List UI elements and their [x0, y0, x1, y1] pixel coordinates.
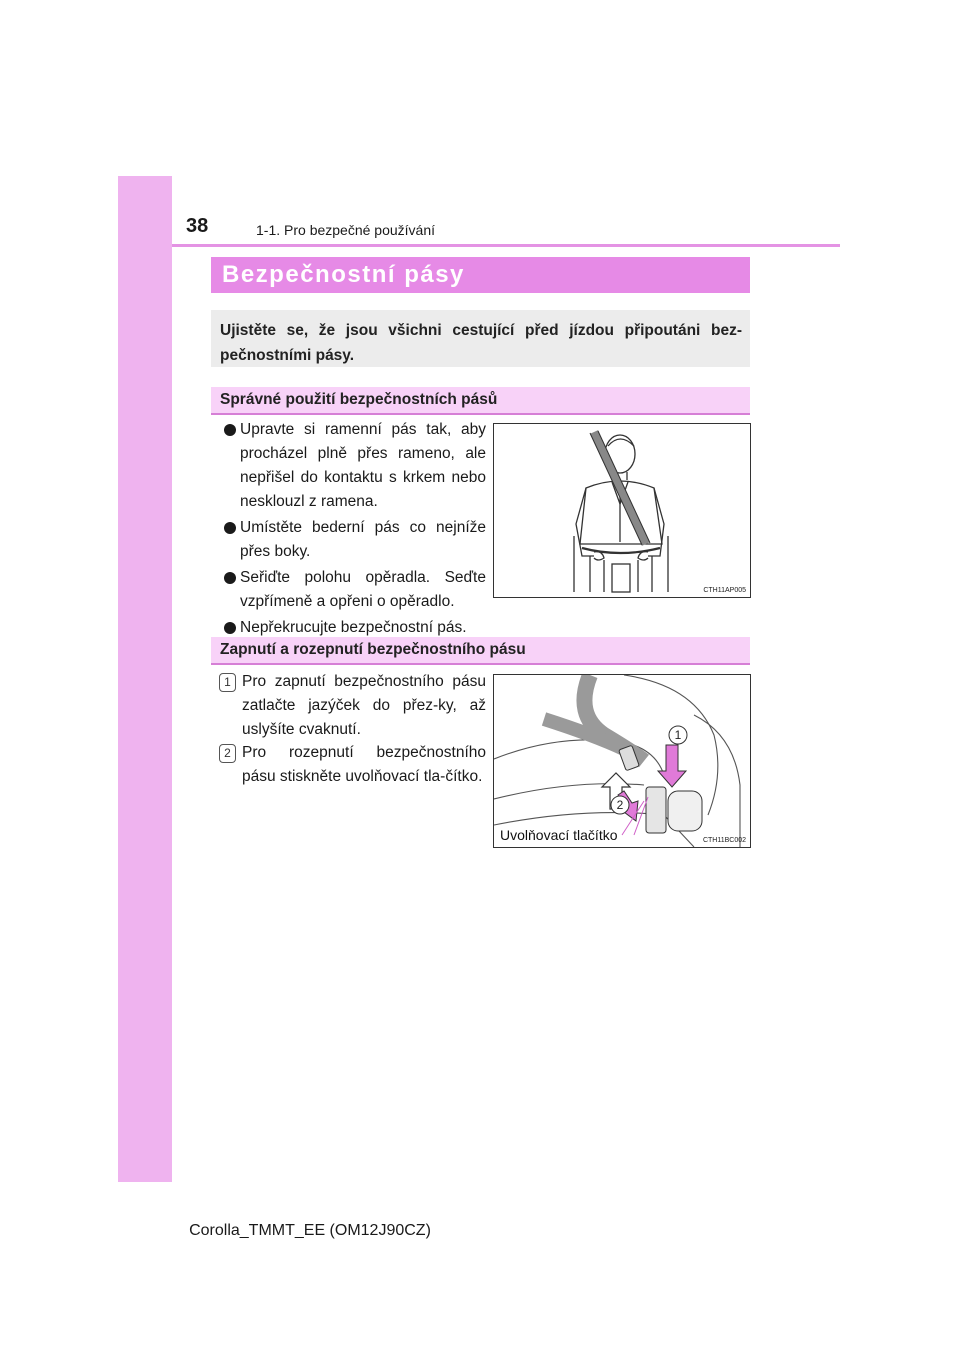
- subheading-correct-use-text: Správné použití bezpečnostních pásů: [220, 391, 498, 408]
- bullet-text: Upravte si ramenní pás tak, aby procházel plně přes rameno, ale nepřišel do kontaktu s krkem nebo nesklouzl z ramena.: [240, 421, 486, 510]
- buckle-illustration: [494, 675, 750, 847]
- bullet-dot-icon: [224, 522, 236, 534]
- step-number: 2: [219, 744, 236, 763]
- bullet-text: Umístěte bederní pás co nejníže přes boky.: [240, 519, 486, 560]
- step-text: Pro zapnutí bezpečnostního pásu zatlačte jazýček do přez-ky, až uslyšíte cvaknutí.: [242, 673, 486, 738]
- step-text: Pro rozepnutí bezpečnostního pásu stiskněte uvolňovací tla-čítko.: [242, 744, 486, 785]
- footer: Corolla_TMMT_EE (OM12J90CZ): [189, 1222, 431, 1239]
- bullet-dot-icon: [224, 572, 236, 584]
- bullet-list: [214, 418, 486, 642]
- bullet-dot-icon: [224, 622, 236, 634]
- intro-text: Ujistěte se, že jsou všichni cestující před jízdou připoutáni bez-pečnostními pásy.: [220, 322, 742, 364]
- bullet-item: [214, 418, 486, 514]
- callout-1: 1: [674, 728, 682, 742]
- buckle-figure: [493, 674, 751, 848]
- bullet-item: [214, 516, 486, 564]
- figure-code: CTH11BC002: [702, 837, 746, 844]
- step-item: [214, 670, 486, 742]
- page-title: Bezpečnostní pásy: [222, 261, 465, 288]
- figure-code: CTH11AP005: [703, 587, 746, 594]
- seated-passenger-illustration: [494, 424, 750, 597]
- bullet-dot-icon: [224, 424, 236, 436]
- bullet-item: [214, 566, 486, 614]
- step-item: [214, 741, 486, 789]
- intro-box: [211, 310, 750, 367]
- bullet-text: Nepřekrucujte bezpečnostní pás.: [240, 619, 467, 636]
- subheading-fasten-text: Zapnutí a rozepnutí bezpečnostního pásu: [220, 641, 526, 658]
- page-number: 38: [186, 215, 209, 237]
- title-bar: [211, 257, 750, 293]
- side-tab: [118, 176, 172, 1182]
- section-path: 1-1. Pro bezpečné používání: [256, 222, 436, 238]
- subheading-fasten: [211, 637, 750, 665]
- header-rule: [172, 244, 840, 247]
- bullet-text: Seřiďte polohu opěradla. Seďte vzpřímeně a opřeni o opěradlo.: [240, 569, 486, 610]
- seated-passenger-figure: [493, 423, 751, 598]
- step-number: 1: [219, 673, 236, 692]
- subheading-correct-use: [211, 387, 750, 415]
- callout-2: 2: [616, 798, 624, 812]
- release-button-label: Uvolňovací tlačítko: [500, 827, 618, 843]
